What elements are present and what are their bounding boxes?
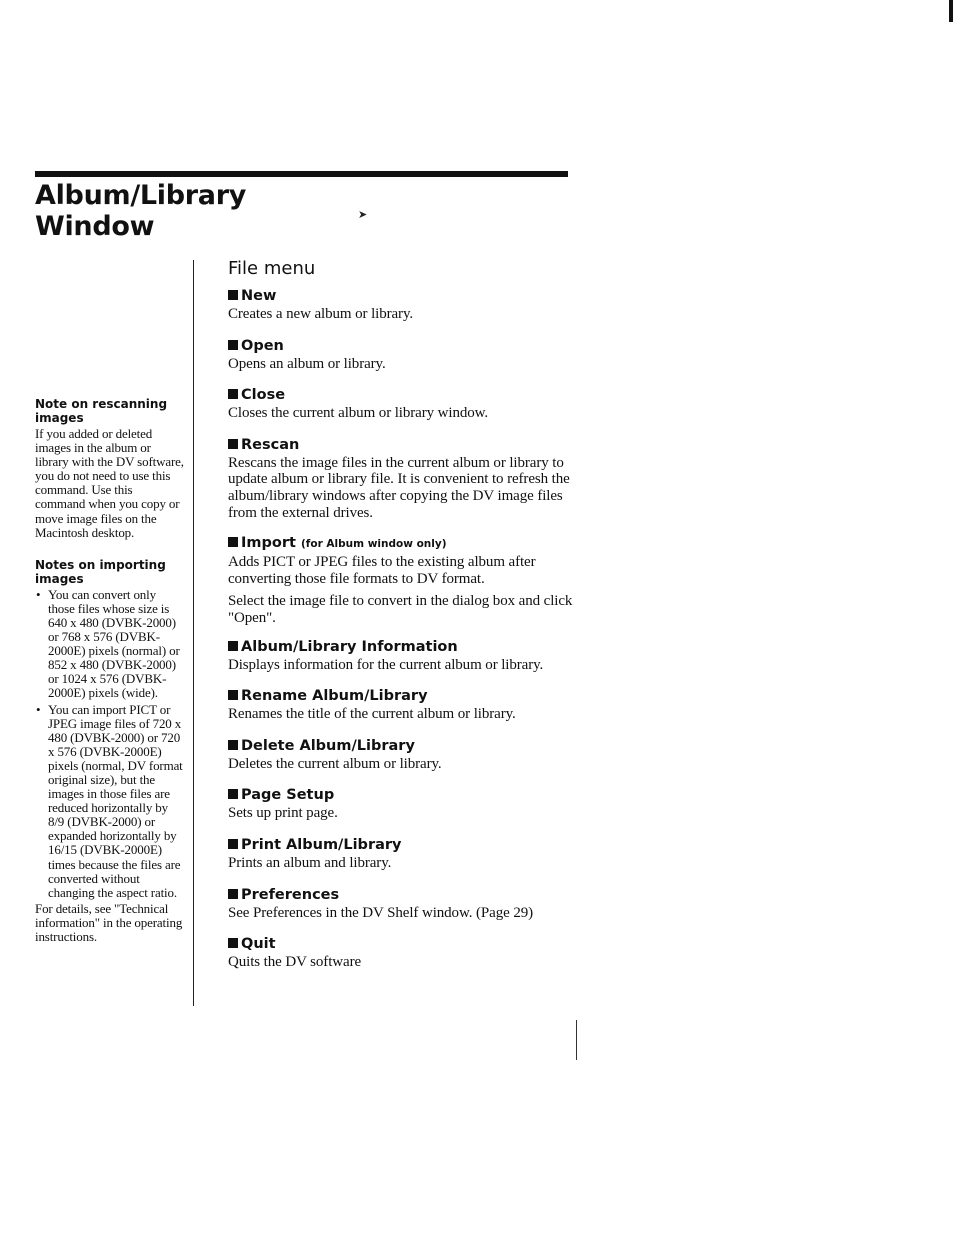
square-bullet-icon [228,740,238,750]
entry-description: Renames the title of the current album or library. [228,706,516,723]
square-bullet-icon [228,389,238,399]
note-heading: Notes on importing images [35,557,166,586]
entry-description: Deletes the current album or library. [228,755,442,772]
entry-open [228,337,573,373]
square-bullet-icon [228,889,238,899]
entry-delete-album-library [228,737,573,773]
square-bullet-icon [228,690,238,700]
square-bullet-icon [228,789,238,799]
entry-new [228,287,573,323]
entry-heading: Rescan [228,436,573,454]
entry-heading: Close [228,386,573,404]
entry-album-library-information [228,638,573,674]
entry-heading: Preferences [228,886,573,904]
page-title [35,180,246,242]
arrow-mark-icon: ➤ [358,208,368,221]
entry-description: Prints an album and library. [228,854,392,871]
entry-rename-album-library [228,687,573,723]
entry-import [228,534,573,626]
entry-heading: Delete Album/Library [228,737,573,755]
entry-description: Displays information for the current album or library. [228,656,544,673]
note-footer: For details, see "Technical information" in the operating instructions. [35,900,183,944]
list-item: • You can convert only those files whose size is 640 x 480 (DVBK-2000) or 768 x 576 (DVBK-2000E) pixels (normal) or 852 x 480 (DVBK-2000) or 1024 x 576 (DVBK-2000E) pixels (wide). [36,586,180,701]
entry-heading: Open [228,337,573,355]
column-divider [193,260,194,1006]
entry-rescan [228,436,573,521]
list-item: • You can import PICT or JPEG image files of 720 x 480 (DVBK-2000) or 720 x 576 (DVBK-2000E) pixels (normal, DV format original size), but the images in those files are reduced horizontally by 8/9 (DVBK-2000) or expanded horizontally by 16/15 (DVBK-2000E) times because the files are converted without changing the aspect ratio. [36,701,183,900]
entry-heading: Page Setup [228,786,573,804]
entry-quit [228,935,573,971]
entry-heading: Print Album/Library [228,836,573,854]
entry-heading: Quit [228,935,573,953]
note-body: If you added or deleted images in the album or library with the DV software, you do not need to use this command. Use this command when you copy or move image files on the Macintosh desktop. [35,426,184,540]
sidebar-notes [35,397,185,944]
section-title: File menu [228,258,316,279]
entry-description: See Preferences in the DV Shelf window. (Page 29) [228,904,534,921]
page-title-line-2: Window [35,211,155,242]
entry-heading: Rename Album/Library [228,687,573,705]
note-importing [35,558,185,944]
entry-description: Opens an album or library. [228,355,386,372]
entry-description: Adds PICT or JPEG files to the existing album after converting those file formats to DV format. [228,554,536,587]
entry-heading: New [228,287,573,305]
entry-preferences [228,886,573,922]
square-bullet-icon [228,938,238,948]
note-rescanning [35,397,185,540]
entry-description: Quits the DV software [228,954,362,971]
entry-description: Closes the current album or library window. [228,405,489,422]
margin-rule [576,1020,577,1060]
entry-description: Sets up print page. [228,805,338,822]
title-rule [35,171,568,177]
page-edge-mark [949,0,953,22]
bullet-icon: • [36,586,41,602]
entry-close [228,386,573,422]
entry-heading: Import (for Album window only) [228,534,573,553]
note-bullet-list [35,588,185,900]
square-bullet-icon [228,839,238,849]
entry-description-extra: Select the image file to convert in the dialog box and click "Open". [228,593,573,626]
entry-page-setup [228,786,573,822]
bullet-icon: • [36,701,41,717]
square-bullet-icon [228,537,238,547]
square-bullet-icon [228,439,238,449]
entry-print-album-library [228,836,573,872]
entry-heading: Album/Library Information [228,638,573,656]
square-bullet-icon [228,290,238,300]
entry-description: Creates a new album or library. [228,306,414,322]
entry-heading-note: (for Album window only) [301,538,447,551]
entry-description: Rescans the image files in the current album or library to update album or library file. It is convenient to refresh the album/library windows after copying the DV image files from the external drives. [228,454,570,521]
note-heading: Note on rescanning images [35,397,168,425]
file-menu-section [228,257,573,971]
square-bullet-icon [228,641,238,651]
page-title-line-1: Album/Library [35,180,247,211]
square-bullet-icon [228,340,238,350]
